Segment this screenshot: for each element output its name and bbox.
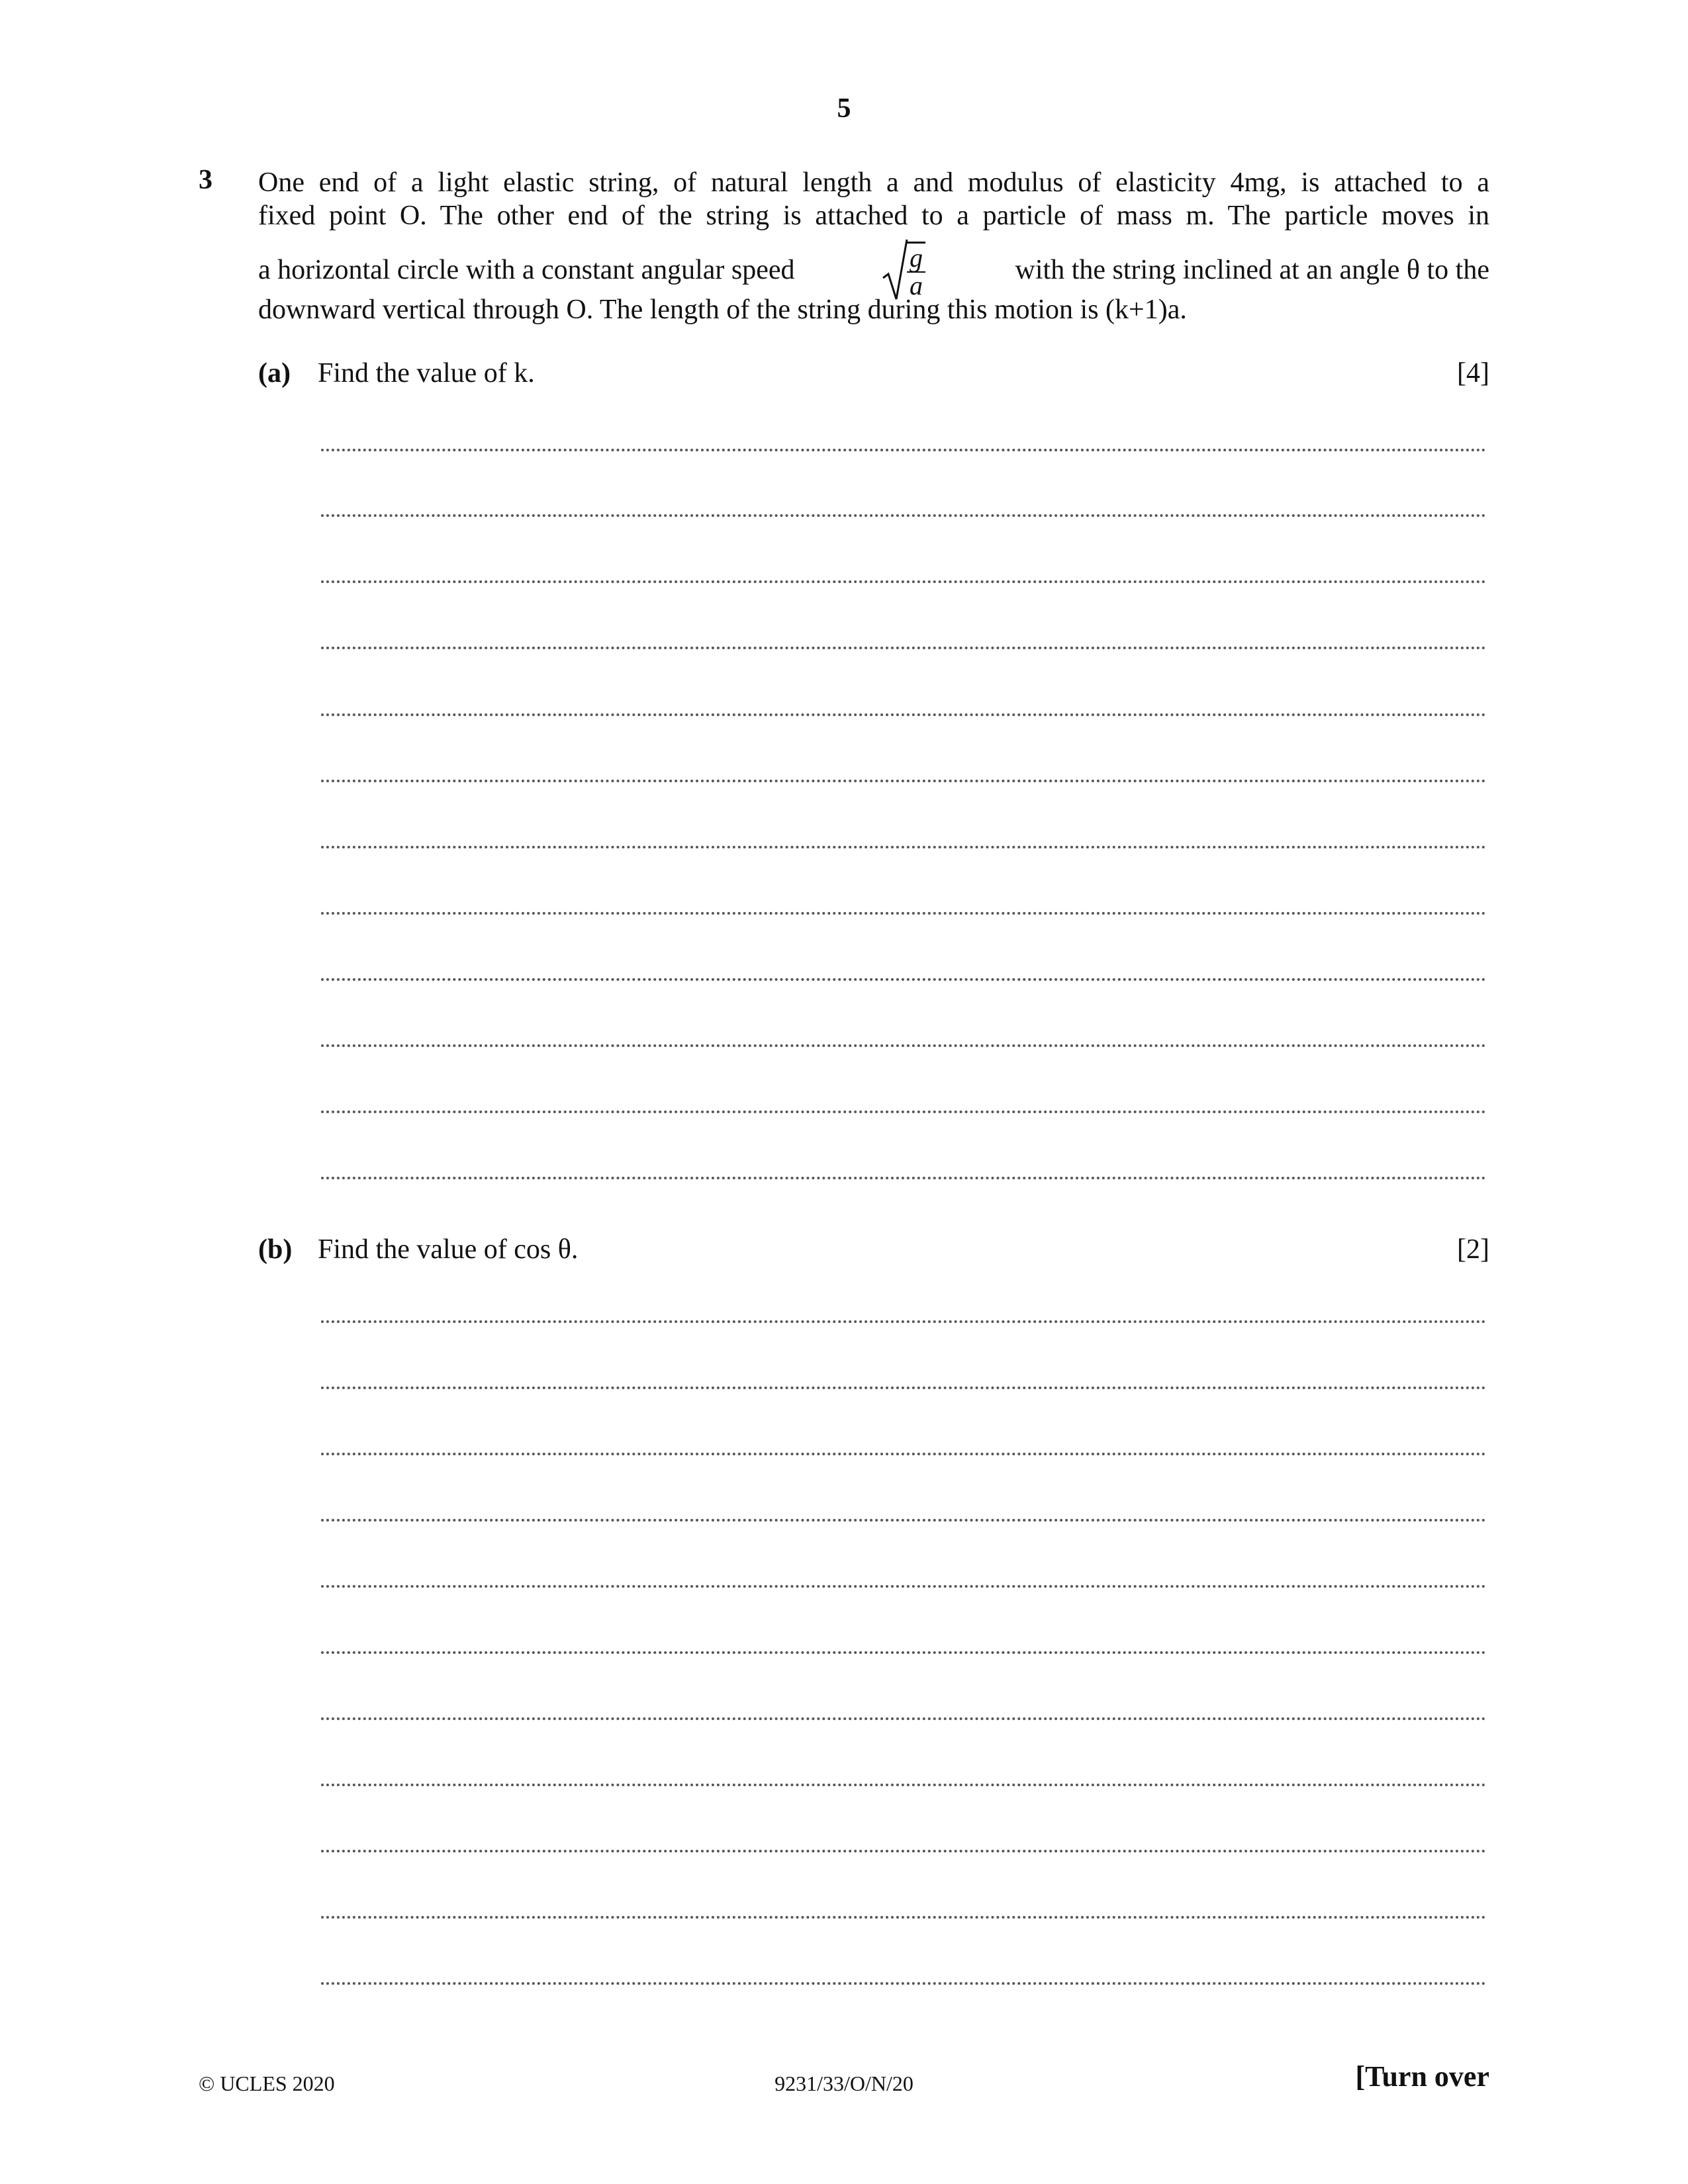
stem-text-3a: a horizontal circle with a constant angular speed bbox=[258, 255, 795, 285]
question-stem-line-1 bbox=[258, 164, 1489, 201]
answer-line[interactable] bbox=[321, 1044, 1486, 1047]
fraction-denominator: a bbox=[910, 270, 923, 300]
fraction-numerator: g bbox=[907, 245, 925, 273]
footer-paper-code: 9231/33/O/N/20 bbox=[774, 2071, 914, 2095]
answer-line[interactable] bbox=[321, 449, 1486, 451]
answer-line[interactable] bbox=[321, 1111, 1486, 1113]
answer-line[interactable] bbox=[321, 1784, 1486, 1786]
question-number: 3 bbox=[199, 165, 212, 195]
answer-line[interactable] bbox=[321, 1916, 1486, 1919]
answer-line[interactable] bbox=[321, 1519, 1486, 1522]
answer-line[interactable] bbox=[321, 647, 1486, 649]
question-stem-line-2 bbox=[258, 197, 1489, 234]
answer-line[interactable] bbox=[321, 780, 1486, 782]
part-a-label: (a) bbox=[258, 358, 291, 388]
stem-text-3b: with the string inclined at an angle θ to the bbox=[1015, 255, 1489, 285]
part-b-label: (b) bbox=[258, 1234, 293, 1265]
part-b-marks: [2] bbox=[1457, 1234, 1489, 1265]
answer-line[interactable] bbox=[321, 1982, 1486, 1985]
answer-line[interactable] bbox=[321, 1585, 1486, 1588]
answer-line[interactable] bbox=[321, 978, 1486, 981]
answer-line[interactable] bbox=[321, 1320, 1486, 1323]
answer-line[interactable] bbox=[321, 580, 1486, 583]
part-a-text: Find the value of k. bbox=[318, 358, 535, 388]
part-b-text: Find the value of cos θ. bbox=[318, 1234, 579, 1265]
answer-line[interactable] bbox=[321, 846, 1486, 848]
answer-line[interactable] bbox=[321, 514, 1486, 517]
answer-line[interactable] bbox=[321, 1177, 1486, 1179]
answer-line[interactable] bbox=[321, 912, 1486, 915]
answer-line[interactable] bbox=[321, 1453, 1486, 1455]
stem-text-4: downward vertical through O. The length of the string during this motion is (k+1)a. bbox=[258, 295, 1187, 325]
answer-line[interactable] bbox=[321, 1651, 1486, 1654]
answer-line[interactable] bbox=[321, 1850, 1486, 1852]
footer-copyright: © UCLES 2020 bbox=[199, 2071, 335, 2095]
question-stem-line-4 bbox=[258, 291, 1489, 328]
stem-text-1: One end of a light elastic string, of natural length a and modulus of elasticity 4mg, is attached to a bbox=[258, 167, 1489, 198]
fraction-g-over-a bbox=[907, 242, 925, 299]
answer-line[interactable] bbox=[321, 1717, 1486, 1720]
answer-line[interactable] bbox=[321, 1387, 1486, 1389]
stem-text-2: fixed point O. The other end of the string is attached to a particle of mass m. The particle moves in bbox=[258, 201, 1489, 231]
answer-line[interactable] bbox=[321, 713, 1486, 716]
part-a-marks: [4] bbox=[1457, 358, 1489, 388]
footer-turn-over: [Turn over bbox=[1355, 2060, 1489, 2093]
page-number: 5 bbox=[837, 93, 851, 124]
